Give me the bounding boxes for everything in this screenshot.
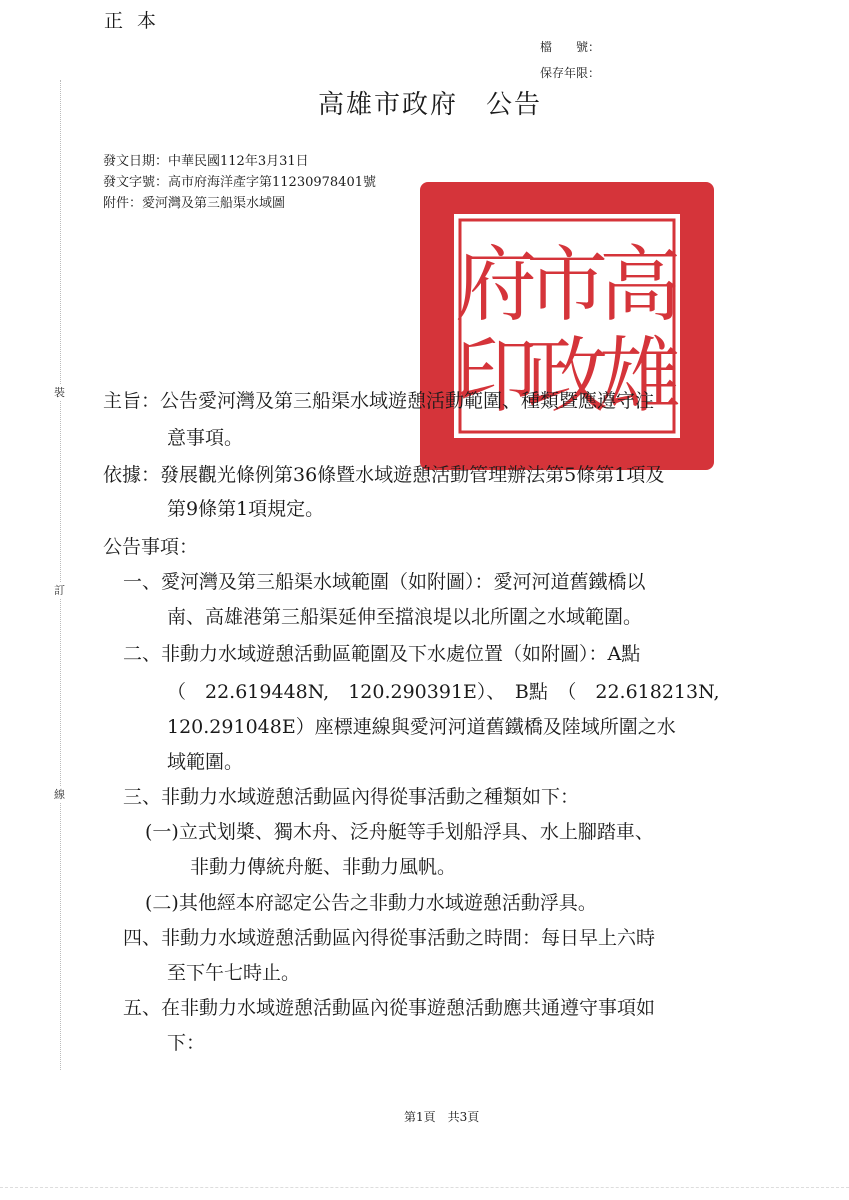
item-1-line-1: 一、愛河灣及第三船渠水域範圍（如附圖）：愛河河道舊鐵橋以	[123, 571, 646, 593]
file-number-label: 檔 號：	[540, 40, 601, 54]
binding-mark-ding: 訂	[54, 584, 65, 597]
basis-line-2: 第9條第1項規定。	[167, 498, 325, 520]
item-3-line-1: 三、非動力水域遊憩活動區內得從事活動之種類如下：	[123, 786, 580, 808]
attachment-line: 附件：愛河灣及第三船渠水域圖	[103, 196, 286, 211]
seal-char-2: 雄	[598, 329, 682, 424]
page-number: 第1頁 共3頁	[404, 1110, 480, 1124]
announcement-items-heading: 公告事項：	[103, 536, 199, 558]
item-4-line-1: 四、非動力水域遊憩活動區內得從事活動之時間：每日早上六時	[123, 927, 656, 949]
seal-char-1: 高	[598, 238, 682, 333]
retention-period-label: 保存年限：	[540, 66, 601, 80]
item-1-line-2: 南、高雄港第三船渠延伸至擋浪堤以北所圍之水域範圍。	[167, 606, 643, 628]
item-2-line-2: （ 22.619448N, 120.290391E）、 B點 （ 22.618213N,	[167, 681, 720, 703]
basis-line-1: 依據：發展觀光條例第36條暨水域遊憩活動管理辦法第5條第1項及	[103, 464, 665, 486]
issue-date: 發文日期：中華民國112年3月31日	[103, 154, 309, 169]
official-seal	[416, 178, 718, 474]
item-3-sub-1-line-1: (一)立式划槳、獨木舟、泛舟艇等手划船浮具、水上腳踏車、	[145, 821, 654, 843]
binding-mark-zhuang: 裝	[54, 386, 65, 399]
seal-char-3: 市	[525, 238, 609, 333]
original-copy-stamp: 正本	[104, 10, 171, 32]
item-3-sub-1-line-2: 非動力傳統舟艇、非動力風帆。	[190, 856, 457, 878]
item-2-line-4: 域範圍。	[167, 751, 244, 773]
binding-line	[60, 80, 61, 1070]
subject-line-1: 主旨：公告愛河灣及第三船渠水域遊憩活動範圍、種類暨應遵守注	[103, 390, 655, 412]
page-title: 高雄市政府 公告	[318, 90, 543, 120]
seal-char-4: 政	[525, 329, 609, 424]
item-5-line-2: 下：	[167, 1032, 206, 1054]
binding-mark-xian: 線	[54, 788, 65, 801]
item-2-line-3: 120.291048E）座標連線與愛河河道舊鐵橋及陸域所圍之水	[167, 716, 676, 738]
item-4-line-2: 至下午七時止。	[167, 962, 301, 984]
item-2-line-1: 二、非動力水域遊憩活動區範圍及下水處位置（如附圖）：A點	[123, 643, 641, 665]
seal-char-5: 府	[454, 238, 538, 333]
subject-line-2: 意事項。	[167, 427, 244, 449]
bottom-rule	[0, 1187, 849, 1188]
document-number: 發文字號：高市府海洋產字第11230978401號	[103, 175, 376, 190]
seal-char-6: 印	[454, 329, 538, 424]
item-3-sub-2: (二)其他經本府認定公告之非動力水域遊憩活動浮具。	[145, 892, 597, 914]
item-5-line-1: 五、在非動力水域遊憩活動區內從事遊憩活動應共通遵守事項如	[123, 997, 656, 1019]
